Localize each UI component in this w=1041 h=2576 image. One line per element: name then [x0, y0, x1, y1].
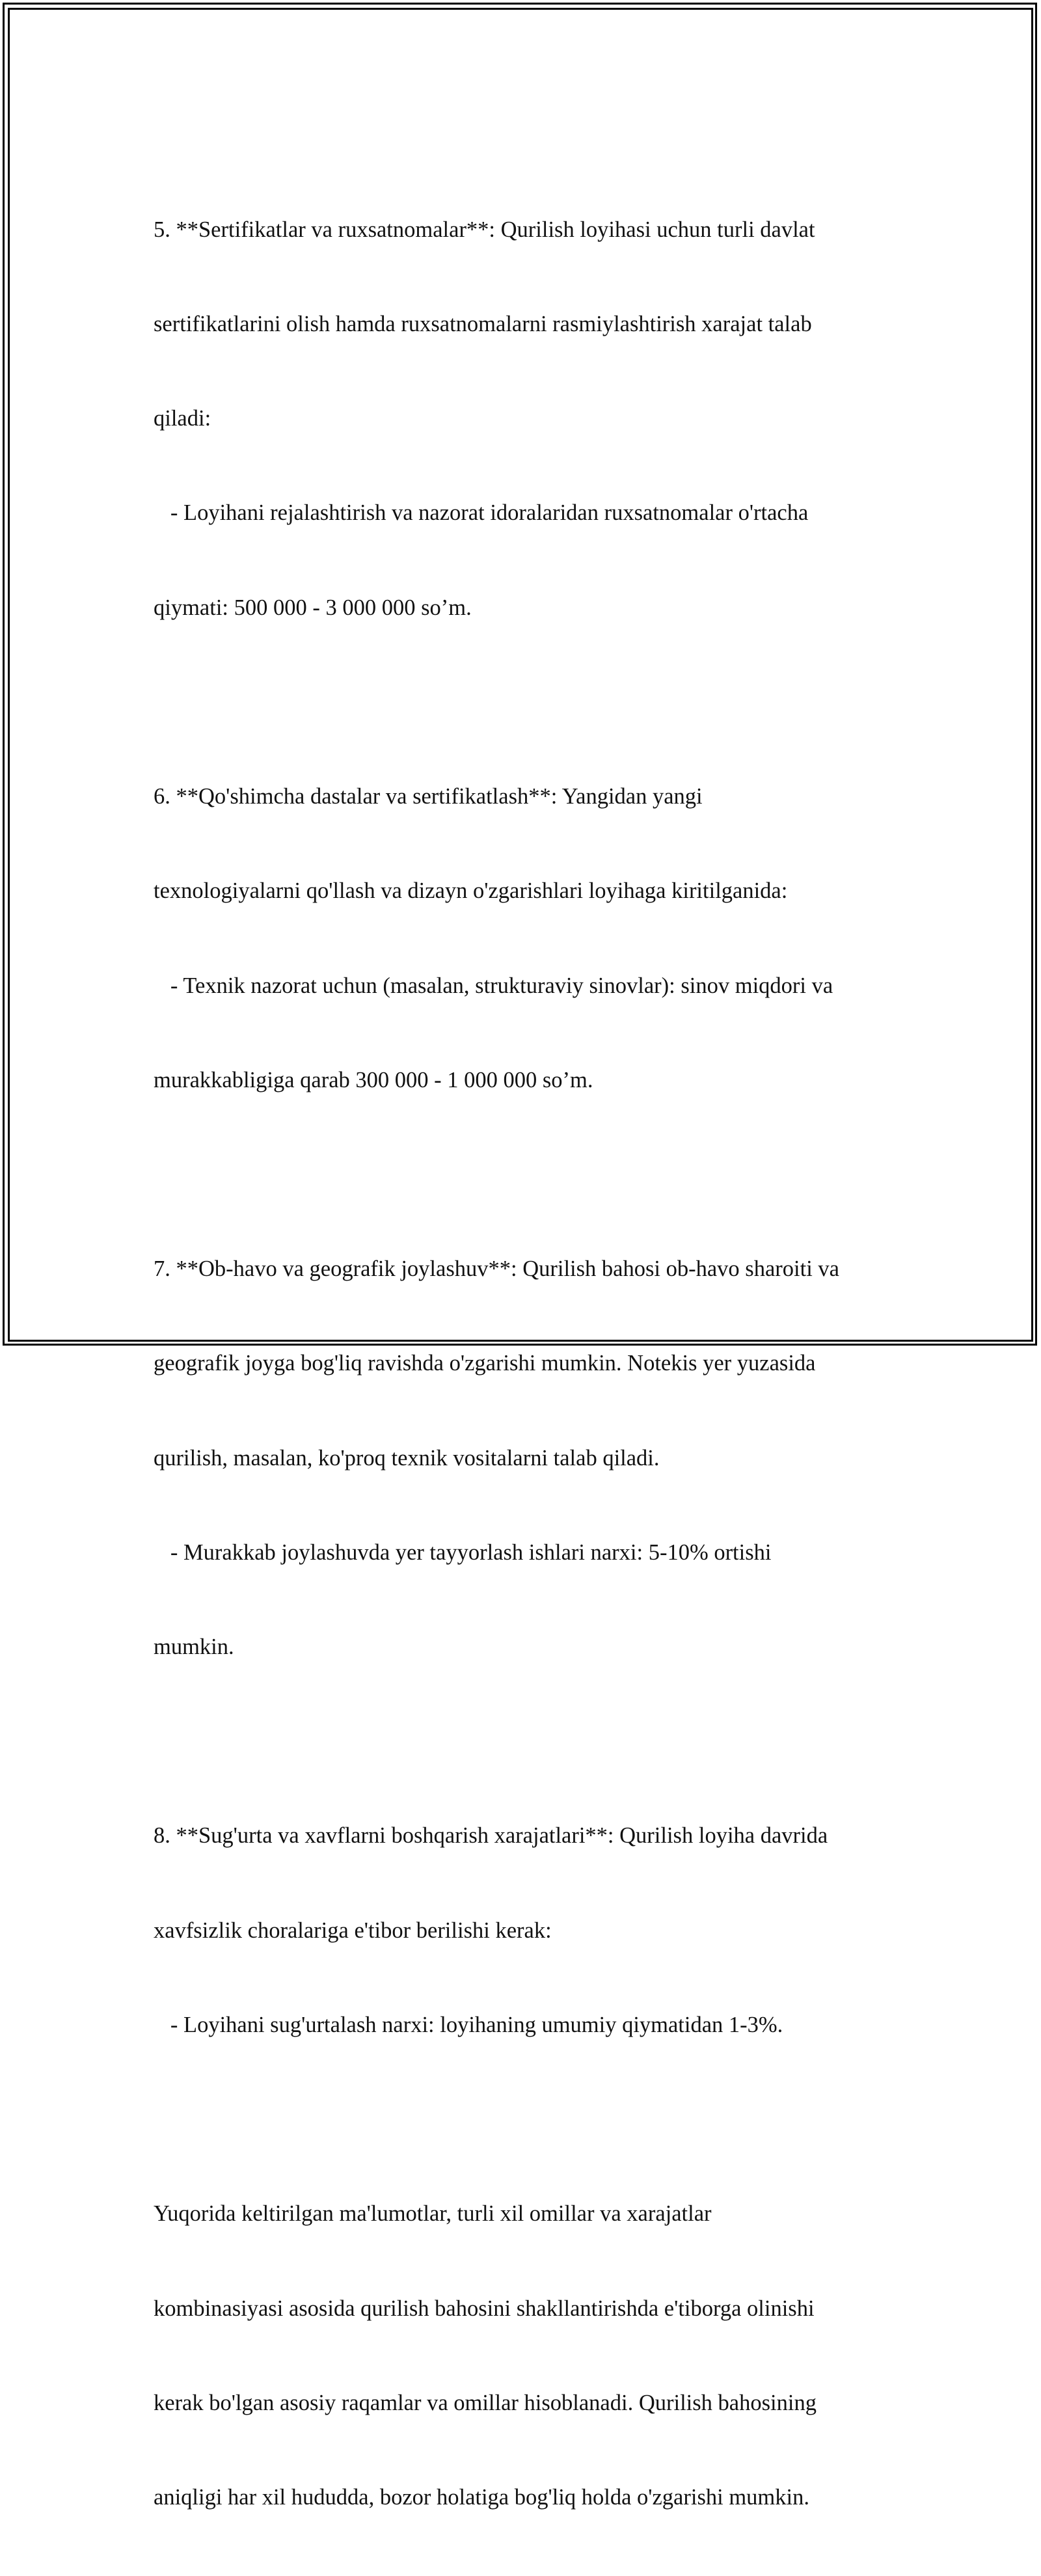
text-line: Yuqorida keltirilgan ma'lumotlar, turli xil omillar va xarajatlar [154, 2201, 712, 2227]
text-line: - Loyihani rejalashtirish va nazorat idoralaridan ruxsatnomalar o'rtacha [154, 500, 809, 526]
paragraph-certificates [154, 151, 902, 686]
paragraph-gap [154, 686, 902, 718]
text-line: kerak bo'lgan asosiy raqamlar va omillar hisoblanadi. Qurilish bahosining [154, 2390, 817, 2415]
text-line: kombinasiyasi asosida qurilish bahosini shakllantirishda e'tiborga olinishi [154, 2296, 815, 2321]
text-line: - Loyihani sug'urtalash narxi: loyihaning umumiy qiymatidan 1-3%. [154, 2012, 783, 2037]
text-line: aniqligi har xil hududda, bozor holatiga bog'liq holda o'zgarishi mumkin. [154, 2485, 809, 2510]
text-line: qurilish, masalan, ko'proq texnik vositalarni talab qiladi. [154, 1445, 660, 1471]
text-line: 7. **Ob-havo va geografik joylashuv**: Qurilish bahosi ob-havo sharoiti va [154, 1256, 839, 1282]
text-line: - Texnik nazorat uchun (masalan, strukturaviy sinovlar): sinov miqdori va [154, 973, 833, 998]
text-line: qiladi: [154, 406, 211, 431]
paragraph-weather-location [154, 1190, 902, 1726]
text-line: 5. **Sertifikatlar va ruxsatnomalar**: Qurilish loyihasi uchun turli davlat [154, 217, 815, 242]
text-line: qiymati: 500 000 - 3 000 000 so’m. [154, 595, 472, 620]
text-line: texnologiyalarni qo'llash va dizayn o'zgarishlari loyihaga kiritilganida: [154, 878, 788, 904]
text-line: geografik joyga bog'liq ravishda o'zgarishi mumkin. Notekis yer yuzasida [154, 1351, 816, 1376]
document-body [154, 151, 902, 2576]
text-line: murakkabligiga qarab 300 000 - 1 000 000 so’m. [154, 1067, 593, 1092]
text-line: xavfsizlik choralariga e'tibor berilishi kerak: [154, 1918, 552, 1943]
text-line: sertifikatlarini olish hamda ruxsatnomalarni rasmiylashtirish xarajat talab [154, 312, 812, 337]
paragraph-insurance [154, 1757, 902, 2104]
paragraph-additional-tools [154, 718, 902, 1159]
paragraph-gap [154, 2104, 902, 2135]
text-line: 6. **Qo'shimcha dastalar va sertifikatlash**: Yangidan yangi [154, 784, 703, 809]
paragraph-gap [154, 1726, 902, 1757]
paragraph-summary [154, 2135, 902, 2576]
text-line: mumkin. [154, 1634, 234, 1660]
text-line: - Murakkab joylashuvda yer tayyorlash ishlari narxi: 5-10% ortishi [154, 1539, 772, 1565]
text-line: 8. **Sug'urta va xavflarni boshqarish xarajatlari**: Qurilish loyiha davrida [154, 1823, 828, 1849]
paragraph-gap [154, 1159, 902, 1190]
